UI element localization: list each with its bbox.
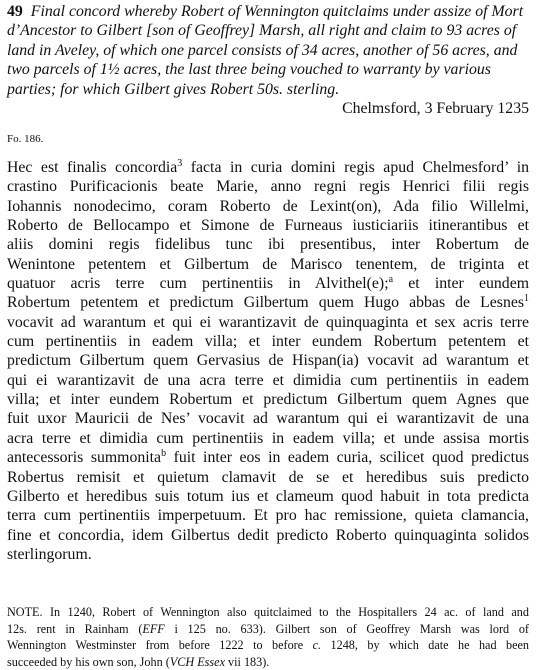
place-date: Chelmsford, 3 February 1235 (342, 100, 529, 118)
latin-line: antecessoris summonita$^b$ fuit inter eos in eadem curia, scilicet quod predictus (7, 448, 529, 467)
latin-line: Gilberto et heredibus suis totum ius et clameum quod habuit in tota predicta (7, 487, 529, 505)
editorial-note (7, 604, 529, 670)
latin-line: Roberto de Bellocampo et Simone de Furneaus iusticiariis itinerantibus et (7, 217, 529, 235)
latin-line: fine et concordia, idem Gilbertus dedit predicto Roberto quinquaginta solidos (7, 526, 529, 544)
note-label: NOTE. (7, 605, 43, 619)
latin-line: acra terre et dimidia cum pertinentiis in eadem villa; et unde assisa mortis (7, 429, 529, 447)
latin-line: qui ei warantizavit de una acra terre et dimidia cum pertinentiis in eadem (7, 371, 529, 389)
note-line: 12s. rent in Rainham (EFF i 125 no. 633). Gilbert son of Geoffrey Marsh was lord of (7, 621, 529, 636)
latin-line: Hec est finalis concordia$^3$ facta in curia domini regis apud Chelmesford’ in (7, 158, 529, 176)
latin-line: aliis domini regis fidelibus tunc ibi presentibus, inter Robertum de (7, 236, 529, 254)
latin-line: cum pertinentiis in eadem villa; et inter eundem Robertum petentem et (7, 333, 529, 351)
latin-line: predictum Gilbertum quem Gervasius de Hispan(ia) vocavit ad warantum et (7, 352, 529, 370)
summary-text: Final concord whereby Robert of Wennington quitclaims under assize of Mort d’Ancestor to Gilbert [son of Geoffrey] Marsh, all right and claim to 93 acres of land in Aveley, of which one parcel consists of 34 acres, another of 56 acres, and two parcels of 1½ acres, the last three being vouched to warranty by various parties; for which Gilbert gives Robert 50s. sterling. (7, 3, 524, 98)
note-text: In 1240, Robert of Wennington also quitclaimed to the Hospitallers 24 ac. of land and (42, 605, 529, 619)
latin-line: terra cum pertinentiis imperpetuum. Et pro hac remissione, quieta clamancia, (7, 507, 529, 525)
folio-reference: Fo. 186. (7, 133, 44, 145)
entry-summary (7, 2, 529, 118)
latin-line: villa; et inter eundem Robertum et predictum Gilbertum quem Agnes que (7, 391, 529, 409)
footnote-marker: b (161, 448, 167, 460)
footnote-marker: a (388, 274, 394, 286)
footnote-marker: 1 (524, 293, 529, 305)
note-line: succeeded by his own son, John (VCH Essex vii 183). (7, 654, 270, 669)
footnote-marker: 3 (177, 158, 183, 169)
latin-line: vocavit ad warantum et qui ei warantizavit de quinquaginta et sex acris terre (7, 313, 529, 331)
latin-line: Iohannis nonodecimo, coram Roberto de Lexint(on), Ada filio Willelmi, (7, 197, 529, 215)
note-line: Wennington Westminster from before 1222 to before c. 1248, by which date he had been (7, 638, 529, 653)
note-line (7, 604, 529, 621)
entry-number: 49 (7, 3, 23, 20)
latin-line: quatuor acris terre cum pertinentiis in Alvithel(e);$^a$ et inter eundem (7, 274, 529, 293)
latin-line: Wenintone petentem et Gilbertum de Marisco tenentem, de triginta et (7, 255, 529, 273)
latin-line: Robertus remisit et quietum clamavit de se et heredibus suis predicto (7, 468, 529, 486)
latin-line: sterlingorum. (7, 545, 92, 563)
latin-line: fuit uxor Mauricii de Nes’ vocavit ad warantum qui ei warantizavit de una (7, 410, 529, 428)
latin-text (7, 158, 529, 564)
latin-line: crastino Purificacionis beate Marie, anno regni regis Henrici filii regis (7, 178, 529, 196)
latin-line: Robertum petentem et predictum Gilbertum quem Hugo abbas de Lesnes$^1$ (7, 293, 529, 312)
